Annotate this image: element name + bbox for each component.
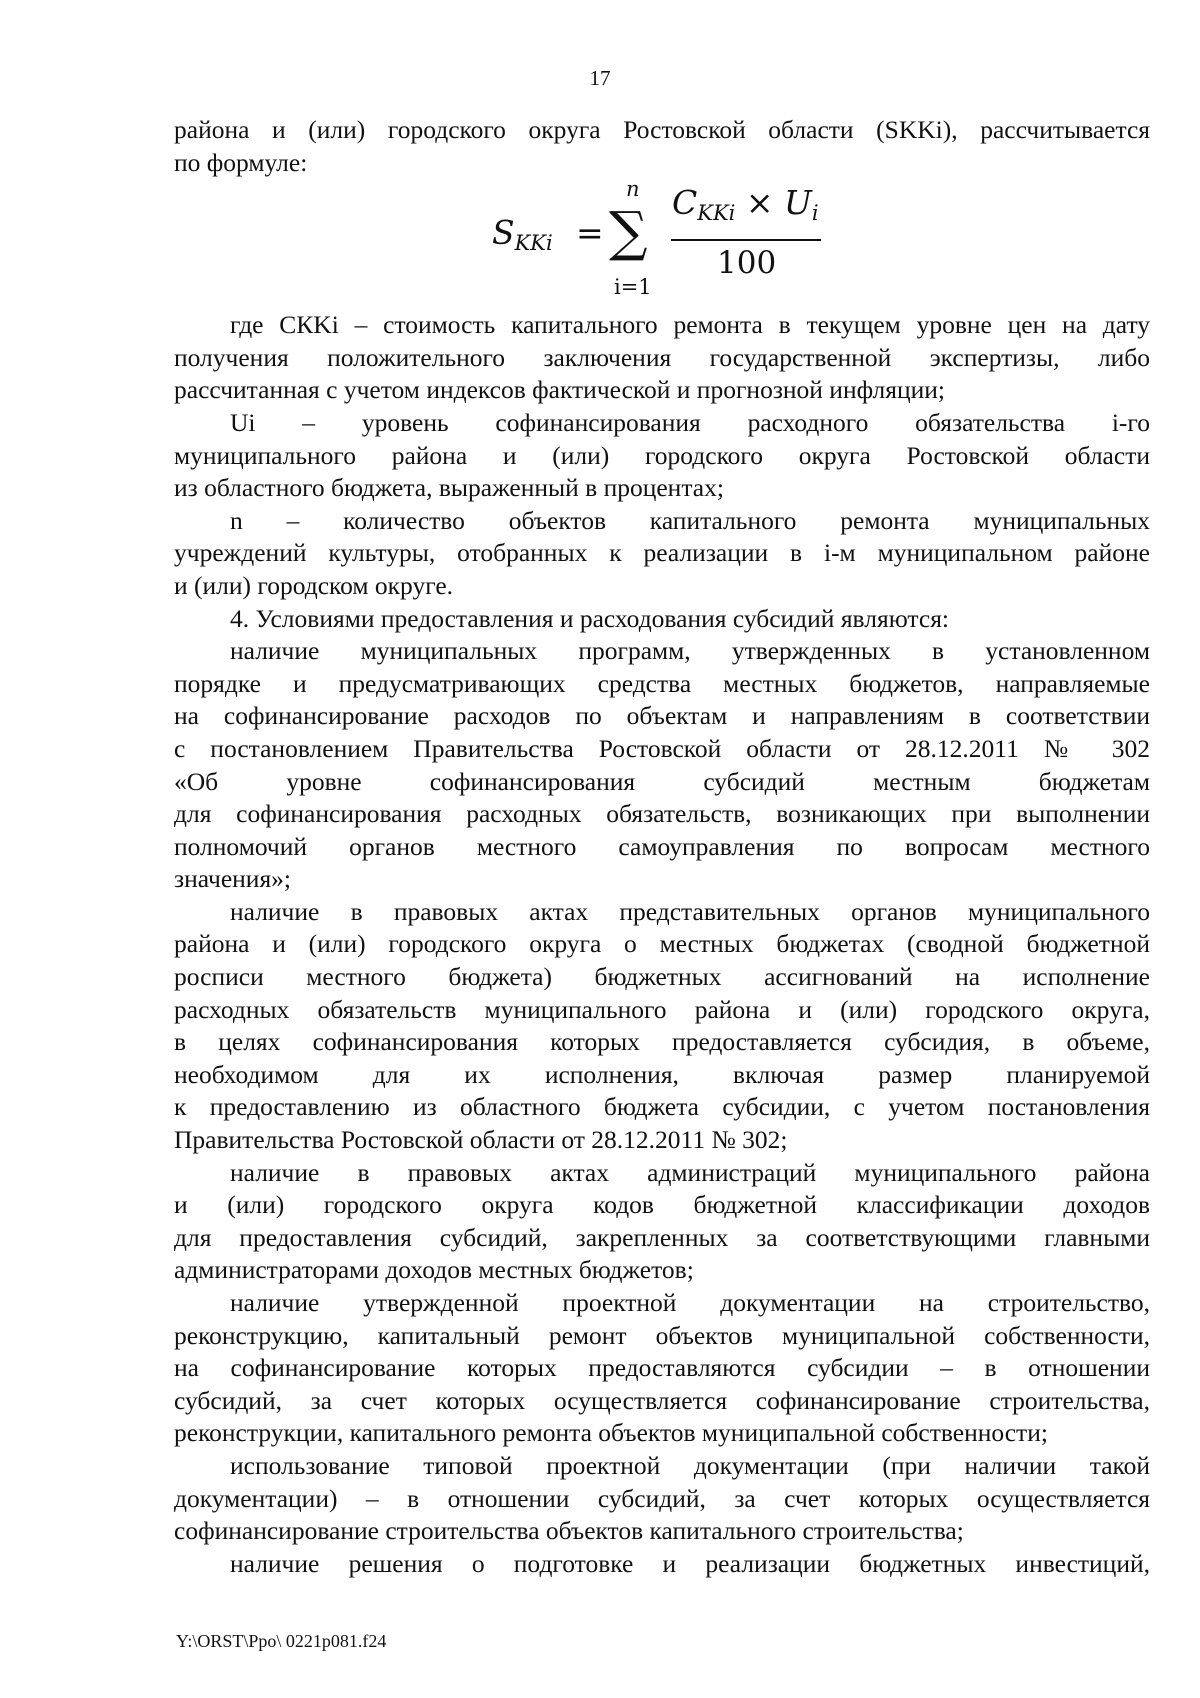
body-line: к предоставлению из областного бюджета субсидии, с учетом постановления bbox=[174, 1092, 1150, 1122]
intro-line: района и (или) городского округа Ростовской области (SKKi), рассчитывается bbox=[174, 115, 1150, 144]
sum-lower-limit: i=1 bbox=[614, 275, 652, 300]
formula-lhs: $S_{KKi}$ bbox=[492, 213, 553, 256]
body-line: n – количество объектов капитального ремонта муниципальных bbox=[230, 505, 1150, 535]
body-line: учреждений культуры, отобранных к реализации в i-м муниципальном районе bbox=[174, 538, 1150, 568]
body-line: полномочий органов местного самоуправления по вопросам местного bbox=[174, 831, 1150, 861]
body-line: использование типовой проектной документации (при наличии такой bbox=[230, 1450, 1150, 1480]
body-line: в целях софинансирования которых предоставляется субсидия, в объеме, bbox=[174, 1027, 1150, 1057]
intro-line: по формуле: bbox=[174, 147, 308, 177]
body-line: для предоставления субсидий, закрепленных за соответствующими главными bbox=[174, 1222, 1150, 1252]
body-line: на софинансирование которых предоставляются субсидии – в отношении bbox=[174, 1353, 1150, 1383]
body-line: района и (или) городского округа о местных бюджетах (сводной бюджетной bbox=[174, 929, 1150, 959]
body-line: документации) – в отношении субсидий, за счет которых осуществляется bbox=[174, 1483, 1150, 1513]
formula-numerator: $C_{KKi} \times U_i$ bbox=[672, 183, 819, 226]
body-line: где СКKi – стоимость капитального ремонта в текущем уровне цен на дату bbox=[230, 310, 1150, 340]
document-body bbox=[174, 114, 1150, 1580]
sum-upper-limit: n bbox=[626, 177, 640, 202]
body-line: субсидий, за счет которых осуществляется софинансирование строительства, bbox=[174, 1385, 1150, 1415]
body-line: наличие решения о подготовке и реализации бюджетных инвестиций, bbox=[230, 1548, 1150, 1578]
body-line: значения»; bbox=[174, 864, 292, 894]
fraction-bar bbox=[671, 239, 821, 241]
body-line: администраторами доходов местных бюджетов; bbox=[174, 1255, 694, 1285]
body-line: и (или) городском округе. bbox=[174, 570, 454, 600]
body-line: для софинансирования расходных обязательств, возникающих при выполнении bbox=[174, 799, 1150, 829]
body-line: и (или) городского округа кодов бюджетной классификации доходов bbox=[174, 1190, 1150, 1220]
body-line: 4. Условиями предоставления и расходования субсидий являются: bbox=[230, 603, 950, 633]
body-line: необходимом для их исполнения, включая размер планируемой bbox=[174, 1059, 1150, 1089]
body-line: реконструкции, капитального ремонта объектов муниципальной собственности; bbox=[174, 1418, 1048, 1448]
sum-symbol: ∑ bbox=[609, 200, 648, 264]
formula bbox=[174, 179, 1150, 309]
body-line: из областного бюджета, выраженный в процентах; bbox=[174, 473, 724, 503]
body-line: росписи местного бюджета) бюджетных ассигнований на исполнение bbox=[174, 962, 1150, 992]
body-line: муниципального района и (или) городского округа Ростовской области bbox=[174, 440, 1150, 470]
body-line: «Об уровне софинансирования субсидий местным бюджетам bbox=[174, 766, 1150, 796]
formula-denominator: 100 bbox=[717, 245, 777, 282]
page-number: 17 bbox=[589, 66, 611, 90]
footer-file-path: Y:\ORST\Ppo\ 0221p081.f24 bbox=[176, 1631, 387, 1651]
body-line: на софинансирование расходов по объектам и направлениям в соответствии bbox=[174, 701, 1150, 731]
body-line: Правительства Ростовской области от 28.12.2011 № 302; bbox=[174, 1125, 788, 1155]
body-line: софинансирование строительства объектов капитального строительства; bbox=[174, 1516, 964, 1546]
body-line: порядке и предусматривающих средства местных бюджетов, направляемые bbox=[174, 668, 1150, 698]
body-line: наличие в правовых актах администраций муниципального района bbox=[230, 1157, 1150, 1187]
body-line: получения положительного заключения государственной экспертизы, либо bbox=[174, 342, 1150, 372]
body-line: расходных обязательств муниципального района и (или) городского округа, bbox=[174, 994, 1150, 1024]
formula-equals: = bbox=[576, 213, 604, 253]
body-line: рассчитанная с учетом индексов фактической и прогнозной инфляции; bbox=[174, 375, 945, 405]
body-lines bbox=[174, 309, 1150, 1580]
body-line: наличие утвержденной проектной документации на строительство, bbox=[230, 1288, 1150, 1317]
body-line: Ui – уровень софинансирования расходного обязательства i-го bbox=[230, 407, 1150, 437]
body-line: с постановлением Правительства Ростовской области от 28.12.2011 № 302 bbox=[174, 733, 1150, 763]
body-line: наличие в правовых актах представительных органов муниципального bbox=[230, 896, 1150, 926]
body-line: реконструкцию, капитальный ремонт объектов муниципальной собственности, bbox=[174, 1320, 1150, 1350]
body-line: наличие муниципальных программ, утвержденных в установленном bbox=[230, 636, 1150, 666]
